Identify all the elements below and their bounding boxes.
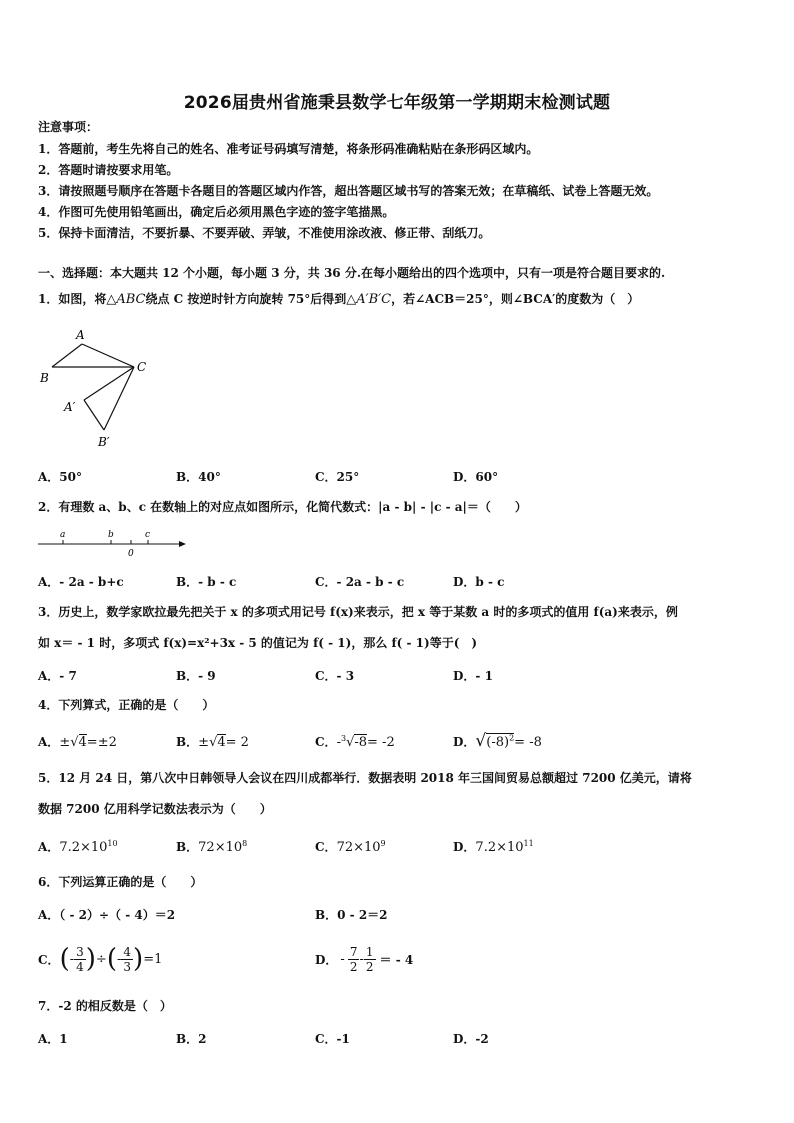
q3-option-c[interactable]: C．- 3 xyxy=(315,669,355,683)
q5-b-base: 72×10 xyxy=(198,840,243,855)
q1-option-d[interactable]: D．60° xyxy=(453,470,499,484)
q1-stem-c: ，若∠ACB＝25°，则∠BCA′的度数为（ ） xyxy=(391,292,640,306)
q4-a-pm: ± xyxy=(59,735,71,750)
note-item: 2．答题时请按要求用笔。 xyxy=(38,163,179,177)
q5-b-exp: 8 xyxy=(242,839,248,848)
q1-stem-a: 1．如图，将 xyxy=(38,292,107,306)
q4-b-result: = 2 xyxy=(225,735,249,750)
q5-option-d[interactable] xyxy=(453,838,534,855)
radical-icon: √ xyxy=(475,731,487,751)
fig-label-a-prime: A′ xyxy=(64,400,76,414)
q6-c-frac2-num: 4 xyxy=(123,944,132,959)
fig-label-b-prime: B′ xyxy=(98,435,110,449)
question-1-stem xyxy=(38,292,639,307)
question-3-line2: 如 x＝ - 1 时，多项式 f(x)=x²+3x - 5 的值记为 f( - 1)，那么 f( - 1)等于( ) xyxy=(38,636,478,650)
q2-option-b[interactable]: B．- b - c xyxy=(176,575,237,589)
q5-a-exp: 10 xyxy=(107,839,118,848)
axis-label-b: b xyxy=(108,530,114,540)
q5-b-label: B． xyxy=(176,840,199,854)
q2-option-a[interactable]: A．- 2a - b+c xyxy=(38,575,124,589)
q1-option-c[interactable]: C．25° xyxy=(315,470,360,484)
q6-option-c[interactable] xyxy=(38,939,162,979)
fig-label-b: B xyxy=(40,371,49,385)
q3-option-a[interactable]: A．- 7 xyxy=(38,669,77,683)
q4-d-radicand xyxy=(486,733,514,750)
question-6-stem: 6．下列运算正确的是（ ） xyxy=(38,875,203,889)
left-paren-icon: ( xyxy=(106,944,117,974)
note-item: 3．请按照题号顺序在答题卡各题目的答题区域内作答，超出答题区域书写的答案无效；在草稿纸、试卷上答题无效。 xyxy=(38,184,659,198)
q4-c-result: = -2 xyxy=(367,735,395,750)
q6-c-frac1 xyxy=(74,945,86,974)
q6-d-neg: - xyxy=(340,951,345,967)
q4-c-index: 3 xyxy=(340,734,347,743)
q1-stem-b: 绕点 C 按逆时针方向旋转 75°后得到 xyxy=(145,292,347,306)
q4-b-pm: ± xyxy=(198,735,210,750)
q7-option-a[interactable]: A．1 xyxy=(38,1032,68,1046)
q6-c-frac1-den: 4 xyxy=(76,959,84,974)
q2-option-c[interactable]: C．- 2a - b - c xyxy=(315,575,405,589)
q4-option-c[interactable] xyxy=(315,733,395,750)
right-paren-icon: ) xyxy=(85,944,96,974)
q4-c-neg: - xyxy=(336,735,341,750)
left-paren-icon: ( xyxy=(59,944,70,974)
note-item: 1．答题前，考生先将自己的姓名、准考证号码填写清楚，将条形码准确粘贴在条形码区域内。 xyxy=(38,142,539,156)
q6-d-frac2-den: 2 xyxy=(365,959,374,974)
radical-icon: √ xyxy=(209,735,218,750)
question-5-line2: 数据 7200 亿用科学记数法表示为（ ） xyxy=(38,802,272,816)
q1-triangle-a2b2c: △A′B′C xyxy=(346,292,392,307)
q6-d-frac1-den: 2 xyxy=(349,959,358,974)
q4-a-radicand: 4 xyxy=(78,735,87,750)
q4-option-a[interactable] xyxy=(38,733,117,750)
q4-b-label: B． xyxy=(176,735,199,749)
fig-label-c: C xyxy=(137,360,147,374)
q6-c-neg2: - xyxy=(116,951,122,967)
q6-c-frac1-num: 3 xyxy=(76,944,84,959)
axis-label-zero: 0 xyxy=(128,549,134,559)
q4-a-result: =±2 xyxy=(86,735,117,750)
q1-option-a[interactable]: A．50° xyxy=(38,470,83,484)
q6-c-frac2 xyxy=(121,945,133,974)
q6-c-label: C． xyxy=(38,952,60,967)
q5-a-base: 7.2×10 xyxy=(59,840,108,855)
question-3-line1: 3．历史上，数学家欧拉最先把关于 x 的多项式用记号 f(x)来表示，把 x 等于某数 a 时的多项式的值用 f(a)来表示，例 xyxy=(38,605,678,619)
q4-d-result: = -8 xyxy=(514,735,542,750)
q6-d-frac1-num: 7 xyxy=(349,944,358,959)
q6-c-neg1: - xyxy=(69,951,75,967)
q3-option-d[interactable]: D．- 1 xyxy=(453,669,493,683)
axis-label-a: a xyxy=(60,530,66,540)
q4-option-d[interactable] xyxy=(453,731,542,751)
q4-d-base: (-8) xyxy=(486,735,510,750)
question-7-stem: 7．-2 的相反数是（ ） xyxy=(38,999,172,1013)
note-item: 5．保持卡面清洁，不要折暴、不要弄破、弄皱，不准使用涂改液、修正带、刮纸刀。 xyxy=(38,226,491,240)
q6-d-result: ＝ - 4 xyxy=(379,952,414,967)
section-heading: 一、选择题：本大题共 12 个小题，每小题 3 分，共 36 分.在每小题给出的四个选项中，只有一项是符合题目要求的. xyxy=(38,266,666,280)
q4-c-radicand: -8 xyxy=(354,735,368,750)
right-paren-icon: ) xyxy=(133,944,144,974)
q4-b-radicand: 4 xyxy=(217,735,226,750)
fig-label-a: A xyxy=(76,328,85,342)
q6-d-frac2 xyxy=(364,945,376,974)
q2-number-line xyxy=(36,527,188,559)
q6-option-d[interactable] xyxy=(315,939,413,979)
page-title: 2026届贵州省施秉县数学七年级第一学期期末检测试题 xyxy=(183,93,611,113)
q6-c-result: =1 xyxy=(143,951,163,967)
q5-d-exp: 11 xyxy=(523,839,534,848)
q3-option-b[interactable]: B．- 9 xyxy=(176,669,216,683)
q6-d-minus: - xyxy=(359,951,364,967)
q6-option-b[interactable]: B．0 - 2＝2 xyxy=(315,908,388,922)
q7-option-c[interactable]: C．-1 xyxy=(315,1032,350,1046)
radical-icon: √ xyxy=(346,735,355,750)
q5-a-label: A． xyxy=(38,840,60,854)
question-2-stem: 2．有理数 a、b、c 在数轴上的对应点如图所示，化简代数式：|a - b| - |c - a|＝（ ） xyxy=(38,500,527,514)
q6-d-label: D． xyxy=(315,952,338,967)
radical-icon: √ xyxy=(70,735,79,750)
q4-d-label: D． xyxy=(453,735,476,749)
q6-c-frac2-den: 3 xyxy=(123,959,132,974)
q6-option-a[interactable]: A．（ - 2）÷（ - 4）＝2 xyxy=(38,908,176,922)
q5-c-exp: 9 xyxy=(380,839,386,848)
q4-a-label: A． xyxy=(38,735,60,749)
axis-label-c: c xyxy=(145,530,151,540)
q5-c-label: C． xyxy=(315,840,337,854)
q7-option-d[interactable]: D．-2 xyxy=(453,1032,489,1046)
q5-option-a[interactable] xyxy=(38,838,118,855)
q5-c-base: 72×10 xyxy=(336,840,381,855)
q4-d-exponent: 2 xyxy=(509,733,515,743)
q1-rotation-figure xyxy=(30,322,160,452)
q6-d-frac1 xyxy=(348,945,360,974)
q5-d-base: 7.2×10 xyxy=(475,840,524,855)
note-item: 4．作图可先使用铅笔画出，确定后必须用黑色字迹的签字笔描黑。 xyxy=(38,205,395,219)
q5-option-b[interactable] xyxy=(176,838,247,855)
q6-c-divide: ÷ xyxy=(95,951,107,967)
q4-option-b[interactable] xyxy=(176,733,249,750)
q1-triangle-abc: △ABC xyxy=(106,292,146,307)
q5-option-c[interactable] xyxy=(315,838,386,855)
q7-option-b[interactable]: B．2 xyxy=(176,1032,207,1046)
q6-d-frac2-num: 1 xyxy=(365,944,374,959)
q2-option-d[interactable]: D．b - c xyxy=(453,575,505,589)
q4-c-label: C． xyxy=(315,735,337,749)
notes-heading: 注意事项： xyxy=(38,120,99,134)
q1-option-b[interactable]: B．40° xyxy=(176,470,221,484)
q5-d-label: D． xyxy=(453,840,476,854)
question-5-line1: 5．12 月 24 日，第八次中日韩领导人会议在四川成都举行．数据表明 2018 年三国间贸易总额超过 7200 亿美元，请将 xyxy=(38,771,692,785)
question-4-stem: 4．下列算式，正确的是（ ） xyxy=(38,698,215,712)
